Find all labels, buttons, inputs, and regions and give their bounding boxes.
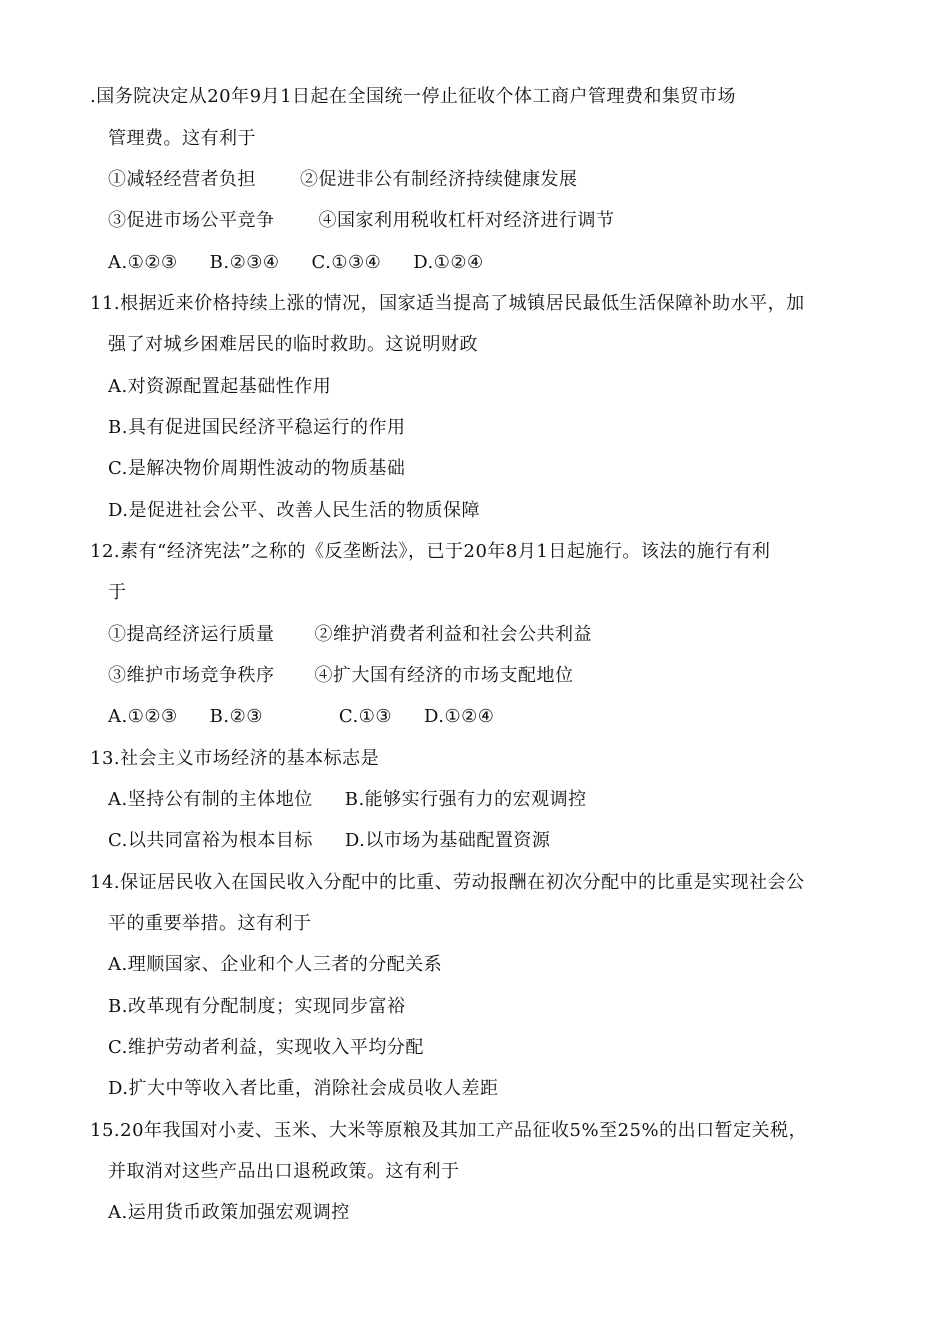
q15-stem-line2: 并取消对这些产品出口退税政策。这有利于 [108, 1161, 460, 1182]
q10-option-b: B.②③④ [209, 252, 280, 273]
q10-option-a: A.①②③ [108, 252, 178, 273]
q13-options-row1 [108, 788, 587, 812]
q11-stem-line2: 强了对城乡困难居民的临时救助。这说明财政 [108, 334, 478, 355]
q15-option-a: A.运用货币政策加强宏观调控 [108, 1202, 350, 1223]
q10-items-row2 [108, 209, 615, 233]
q11-stem-line1: 11.根据近来价格持续上涨的情况，国家适当提高了城镇居民最低生活保障补助水平，加 [90, 293, 805, 314]
q13-stem-line1: 13.社会主义市场经济的基本标志是 [90, 748, 380, 769]
q14-stem-line1: 14.保证居民收入在国民收入分配中的比重、劳动报酬在初次分配中的比重是实现社会公 [90, 872, 805, 893]
q13-options-row2 [108, 829, 550, 853]
q10-item-4: ④国家利用税收杠杆对经济进行调节 [318, 210, 615, 231]
q12-option-a: A.①②③ [108, 706, 178, 727]
q11-option-d: D.是促进社会公平、改善人民生活的物质保障 [108, 500, 481, 521]
q10-item-1: ①减轻经营者负担 [108, 169, 256, 190]
q12-item-2: ②维护消费者利益和社会公共利益 [314, 624, 592, 645]
q14-option-d: D.扩大中等收入者比重，消除社会成员收人差距 [108, 1078, 499, 1099]
q10-item-2: ②促进非公有制经济持续健康发展 [300, 169, 578, 190]
q11-option-b: B.具有促进国民经济平稳运行的作用 [108, 417, 406, 438]
q10-stem-line1: .国务院决定从20年9月1日起在全国统一停止征收个体工商户管理费和集贸市场 [90, 86, 737, 107]
q13-option-a: A.坚持公有制的主体地位 [108, 789, 313, 810]
q12-item-4: ④扩大国有经济的市场支配地位 [314, 665, 574, 686]
q12-item-1: ①提高经济运行质量 [108, 624, 275, 645]
q14-stem-line2: 平的重要举措。这有利于 [108, 913, 312, 934]
q12-items-row2 [108, 664, 574, 688]
q14-option-c: C.维护劳动者利益，实现收入平均分配 [108, 1037, 424, 1058]
q12-stem-line2: 于 [108, 582, 127, 603]
q12-option-b: B.②③ [209, 706, 263, 727]
q14-option-b: B.改革现有分配制度；实现同步富裕 [108, 996, 406, 1017]
q10-item-3: ③促进市场公平竞争 [108, 210, 275, 231]
q10-option-d: D.①②④ [413, 252, 484, 273]
q12-option-d: D.①②④ [424, 706, 495, 727]
q13-option-b: B.能够实行强有力的宏观调控 [344, 789, 587, 810]
q12-item-3: ③维护市场竞争秩序 [108, 665, 275, 686]
q11-option-a: A.对资源配置起基础性作用 [108, 376, 332, 397]
q15-stem-line1: 15.20年我国对小麦、玉米、大米等原粮及其加工产品征收5%至25%的出口暂定关税， [90, 1120, 808, 1141]
q10-options [108, 251, 484, 275]
q13-option-d: D.以市场为基础配置资源 [344, 830, 551, 851]
q14-option-a: A.理顺国家、企业和个人三者的分配关系 [108, 954, 443, 975]
q13-option-c: C.以共同富裕为根本目标 [108, 830, 313, 851]
q12-options [108, 705, 494, 729]
q10-stem-line2: 管理费。这有利于 [108, 128, 256, 149]
q12-option-c: C.①③ [338, 706, 393, 727]
q11-option-c: C.是解决物价周期性波动的物质基础 [108, 458, 406, 479]
q12-items-row1 [108, 623, 592, 647]
q10-items-row1 [108, 168, 578, 192]
q10-option-c: C.①③④ [311, 252, 382, 273]
q12-stem-line1: 12.素有“经济宪法”之称的《反垄断法》，已于20年8月1日起施行。该法的施行有利 [90, 541, 771, 562]
